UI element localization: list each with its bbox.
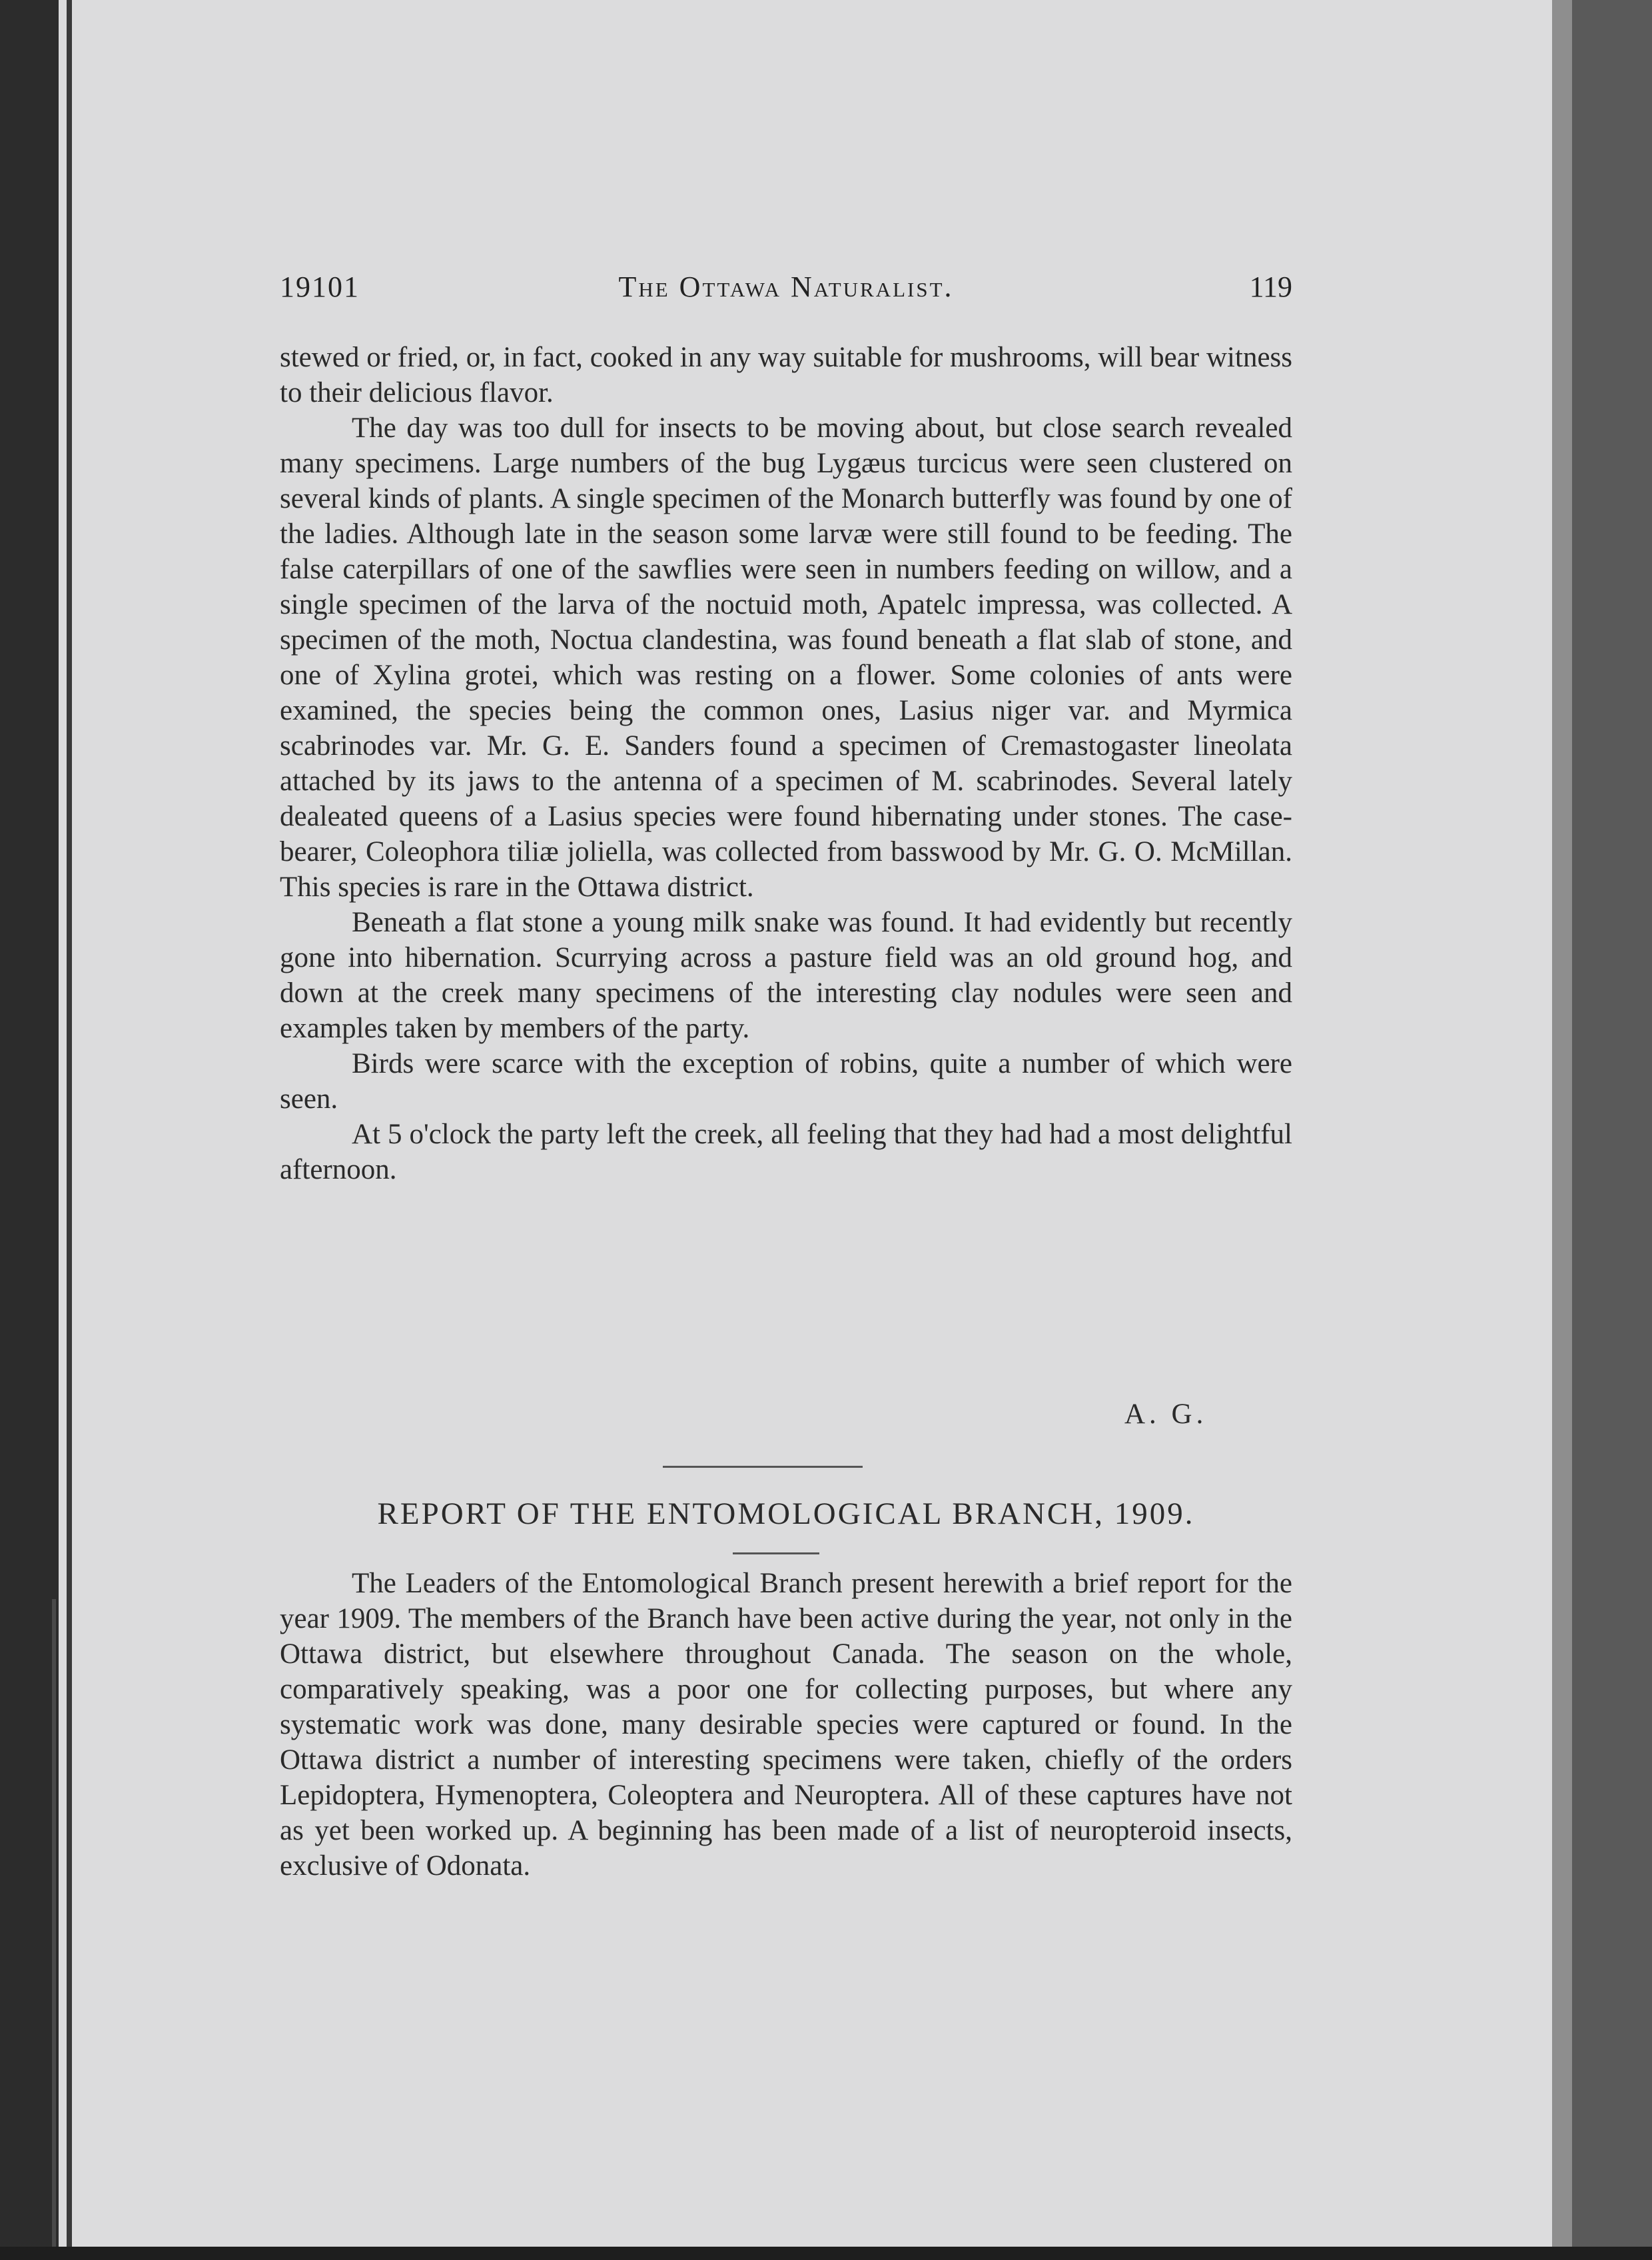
paragraph: At 5 o'clock the party left the creek, all feeling that they had had a most delightful afternoon. bbox=[280, 1119, 1292, 1185]
journal-title: The Ottawa Naturalist. bbox=[618, 271, 954, 303]
author-initials: A. G. bbox=[1124, 1399, 1208, 1430]
running-head bbox=[280, 270, 1292, 310]
scan-background-bottom bbox=[0, 2247, 1652, 2260]
page-edge-shadow bbox=[1552, 0, 1572, 2260]
paragraph: The day was too dull for insects to be moving about, but close search revealed many specimens. Large numbers of the bug Lygæus turcicus were seen clustered on several kinds of plants. A single specimen of the Monarch butterfly was found by one of the ladies. Although late in the season some larvæ were still found to be feeding. The false caterpillars of one of the sawflies were seen in numbers feeding on willow, and a single specimen of the larva of the noctuid moth, Apatelc impressa, was collected. A specimen of the moth, Noctua clandestina, was found beneath a flat slab of stone, and one of Xylina grotei, which was resting on a flower. Some colonies of ants were examined, the species being the common ones, Lasius niger var. and Myrmica scabrinodes var. Mr. G. E. Sanders found a specimen of Cremastogaster lineolata attached by its jaws to the antenna of a specimen of M. scabrinodes. Several lately dealeated queens of a Lasius species were found hibernating under stones. The case-bearer, Coleophora tiliæ joliella, was collected from basswood by Mr. G. O. McMillan. This species is rare in the Ottawa district. bbox=[280, 412, 1292, 903]
report-body bbox=[280, 1566, 1292, 1884]
article-body bbox=[280, 340, 1292, 1187]
paragraph: Beneath a flat stone a young milk snake was found. It had evidently but recently gone into hibernation. Scurrying across a pasture field was an old ground hog, and down at the creek many specimens of the interesting clay nodules were seen and examples taken by members of the party. bbox=[280, 907, 1292, 1044]
paragraph: stewed or fried, or, in fact, cooked in any way suitable for mushrooms, will bear witness to their delicious flavor. bbox=[280, 342, 1292, 408]
page-number: 119 bbox=[1249, 271, 1292, 303]
report-heading: REPORT OF THE ENTOMOLOGICAL BRANCH, 1909. bbox=[377, 1496, 1195, 1531]
page-gutter-line-secondary bbox=[52, 1599, 56, 2247]
section-divider bbox=[663, 1466, 863, 1468]
heading-divider bbox=[733, 1552, 819, 1554]
header-year: 19101 bbox=[280, 271, 360, 303]
page-gutter-line bbox=[67, 0, 72, 2247]
scan-background-right bbox=[1572, 0, 1652, 2260]
paragraph: Birds were scarce with the exception of robins, quite a number of which were seen. bbox=[280, 1048, 1292, 1115]
paragraph: The Leaders of the Entomological Branch present herewith a brief report for the year 1909. The members of the Branch have been active during the year, not only in the Ottawa district, but elsewhere throughout Canada. The season on the whole, comparatively speaking, was a poor one for collecting purposes, but where any systematic work was done, many desirable species were captured or found. In the Ottawa district a number of interesting specimens were taken, chiefly of the orders Lepidoptera, Hymenoptera, Coleoptera and Neuroptera. All of these captures have not as yet been worked up. A beginning has been made of a list of neuropteroid insects, exclusive of Odonata. bbox=[280, 1568, 1292, 1882]
